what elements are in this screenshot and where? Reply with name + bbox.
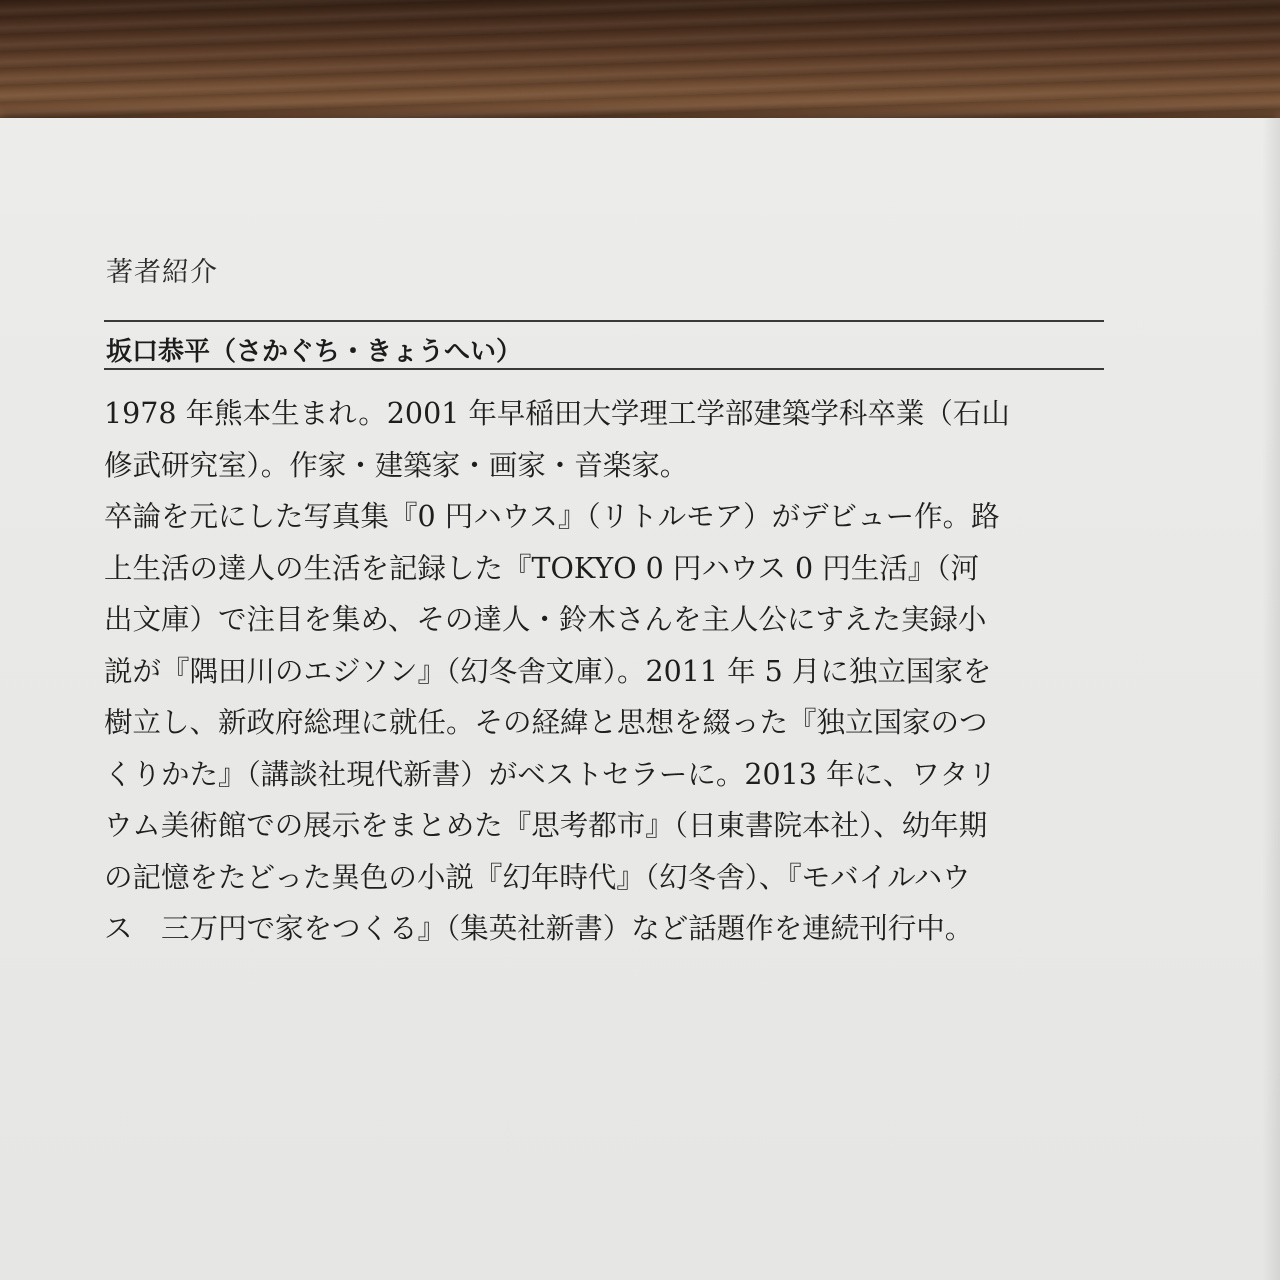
bio-line: 説が『隅田川のエジソン』（幻冬舎文庫）。2011 年 5 月に独立国家を bbox=[104, 654, 992, 688]
top-rule-divider bbox=[104, 320, 1104, 322]
bio-line: ス 三万円で家をつくる』（集英社新書）など話題作を連続刊行中。 bbox=[104, 912, 974, 945]
page-edge-shadow bbox=[1262, 118, 1280, 1280]
bio-line: 1978 年熊本生まれ。2001 年早稲田大学理工学部建築学科卒業（石山 bbox=[104, 397, 1010, 430]
bio-line: 出文庫）で注目を集め、その達人・鈴木さんを主人公にすえた実録小 bbox=[104, 603, 987, 636]
bio-line: の記憶をたどった異色の小説『幻年時代』（幻冬舎）、『モバイルハウ bbox=[104, 860, 971, 894]
bio-line: 修武研究室）。作家・建築家・画家・音楽家。 bbox=[104, 448, 689, 482]
bio-line: 上生活の達人の生活を記録した『TOKYO 0 円ハウス 0 円生活』（河 bbox=[104, 551, 979, 585]
section-title: 著者紹介 bbox=[106, 257, 218, 288]
author-biography bbox=[104, 388, 1114, 955]
bio-line: 樹立し、新政府総理に就任。その経緯と思想を綴った『独立国家のつ bbox=[104, 706, 988, 739]
bio-line: ウム美術館での展示をまとめた『思考都市』（日東書院本社）、幼年期 bbox=[104, 809, 988, 842]
author-name-heading: 坂口恭平（さかぐち・きょうへい） bbox=[106, 337, 523, 367]
bio-line: 卒論を元にした写真集『0 円ハウス』（リトルモア）がデビュー作。路 bbox=[104, 500, 1000, 533]
bio-line: くりかた』（講談社現代新書）がベストセラーに。2013 年に、ワタリ bbox=[104, 757, 997, 791]
bottom-rule-divider bbox=[104, 368, 1104, 370]
